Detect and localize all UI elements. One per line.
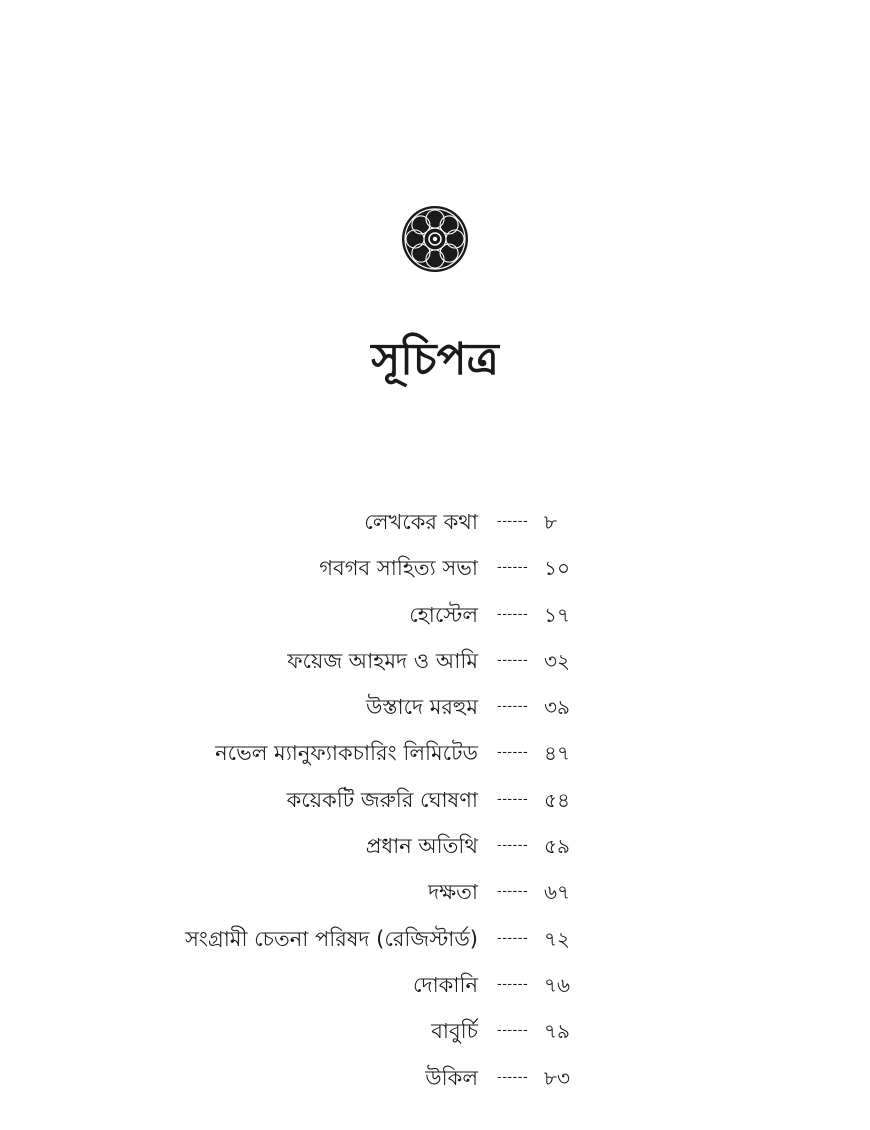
toc-page-number: ৩২ [544,648,571,673]
toc-entry-title: বাবুর্চি [431,1019,478,1044]
toc-leader: ------ [497,606,529,622]
toc-row[interactable] [0,642,870,688]
table-of-contents [0,503,870,1105]
toc-page-number: ৫৪ [544,787,570,812]
toc-row[interactable] [0,781,870,827]
toc-row[interactable] [0,827,870,873]
toc-row[interactable] [0,503,870,549]
toc-entry-title: উকিল [425,1065,478,1090]
toc-leader: ------ [497,745,529,761]
page-title: সূচিপত্র [371,334,499,385]
toc-page-number: ৮ [544,510,557,534]
toc-row[interactable] [0,873,870,919]
toc-page-number: ৮৩ [544,1065,570,1090]
toc-row[interactable] [0,920,870,966]
toc-page-number: ৭৯ [544,1019,570,1044]
toc-page-number: ৭২ [544,926,571,951]
toc-leader: ------ [497,884,529,900]
toc-row[interactable] [0,1012,870,1058]
toc-leader: ------ [497,930,529,946]
toc-entry-title: কয়েকটি জরুরি ঘোষণা [286,787,478,812]
toc-page-number: ৩৯ [544,695,570,720]
toc-row[interactable] [0,734,870,780]
toc-entry-title: ফয়েজ আহমদ ও আমি [287,648,478,673]
toc-leader: ------ [497,838,529,854]
toc-entry-title: সংগ্রামী চেতনা পরিষদ (রেজিস্টার্ড) [185,926,478,951]
toc-entry-title: গবগব সাহিত্য সভা [319,556,478,581]
toc-row[interactable] [0,1059,870,1105]
toc-entry-title: প্রধান অতিথি [365,834,478,859]
toc-entry-title: হোস্টেল [409,602,478,627]
toc-leader: ------ [497,560,529,576]
toc-leader: ------ [497,791,529,807]
toc-page-number: ৪৭ [544,741,570,766]
toc-leader: ------ [497,699,529,715]
toc-page-number: ৭৬ [544,972,571,997]
toc-page-number: ৫৯ [544,834,570,859]
toc-entry-title: নভেল ম্যানুফ্যাকচারিং লিমিটেড [215,741,478,766]
toc-entry-title: দক্ষতা [428,880,478,905]
toc-leader: ------ [497,514,529,529]
toc-row[interactable] [0,596,870,642]
toc-leader: ------ [497,1023,529,1039]
toc-leader: ------ [497,652,529,668]
toc-row[interactable] [0,966,870,1012]
toc-row[interactable] [0,688,870,734]
toc-entry-title: দোকানি [413,972,478,997]
toc-page-number: ৬৭ [544,880,571,905]
toc-page-number: ১৭ [544,602,570,627]
toc-entry-title: লেখকের কথা [364,510,478,534]
mandala-ornament-icon [400,204,470,274]
toc-leader: ------ [497,1069,529,1085]
toc-leader: ------ [497,976,529,992]
toc-entry-title: উস্তাদে মরহুম [366,695,478,720]
toc-page-number: ১০ [544,556,570,581]
toc-row[interactable] [0,549,870,595]
